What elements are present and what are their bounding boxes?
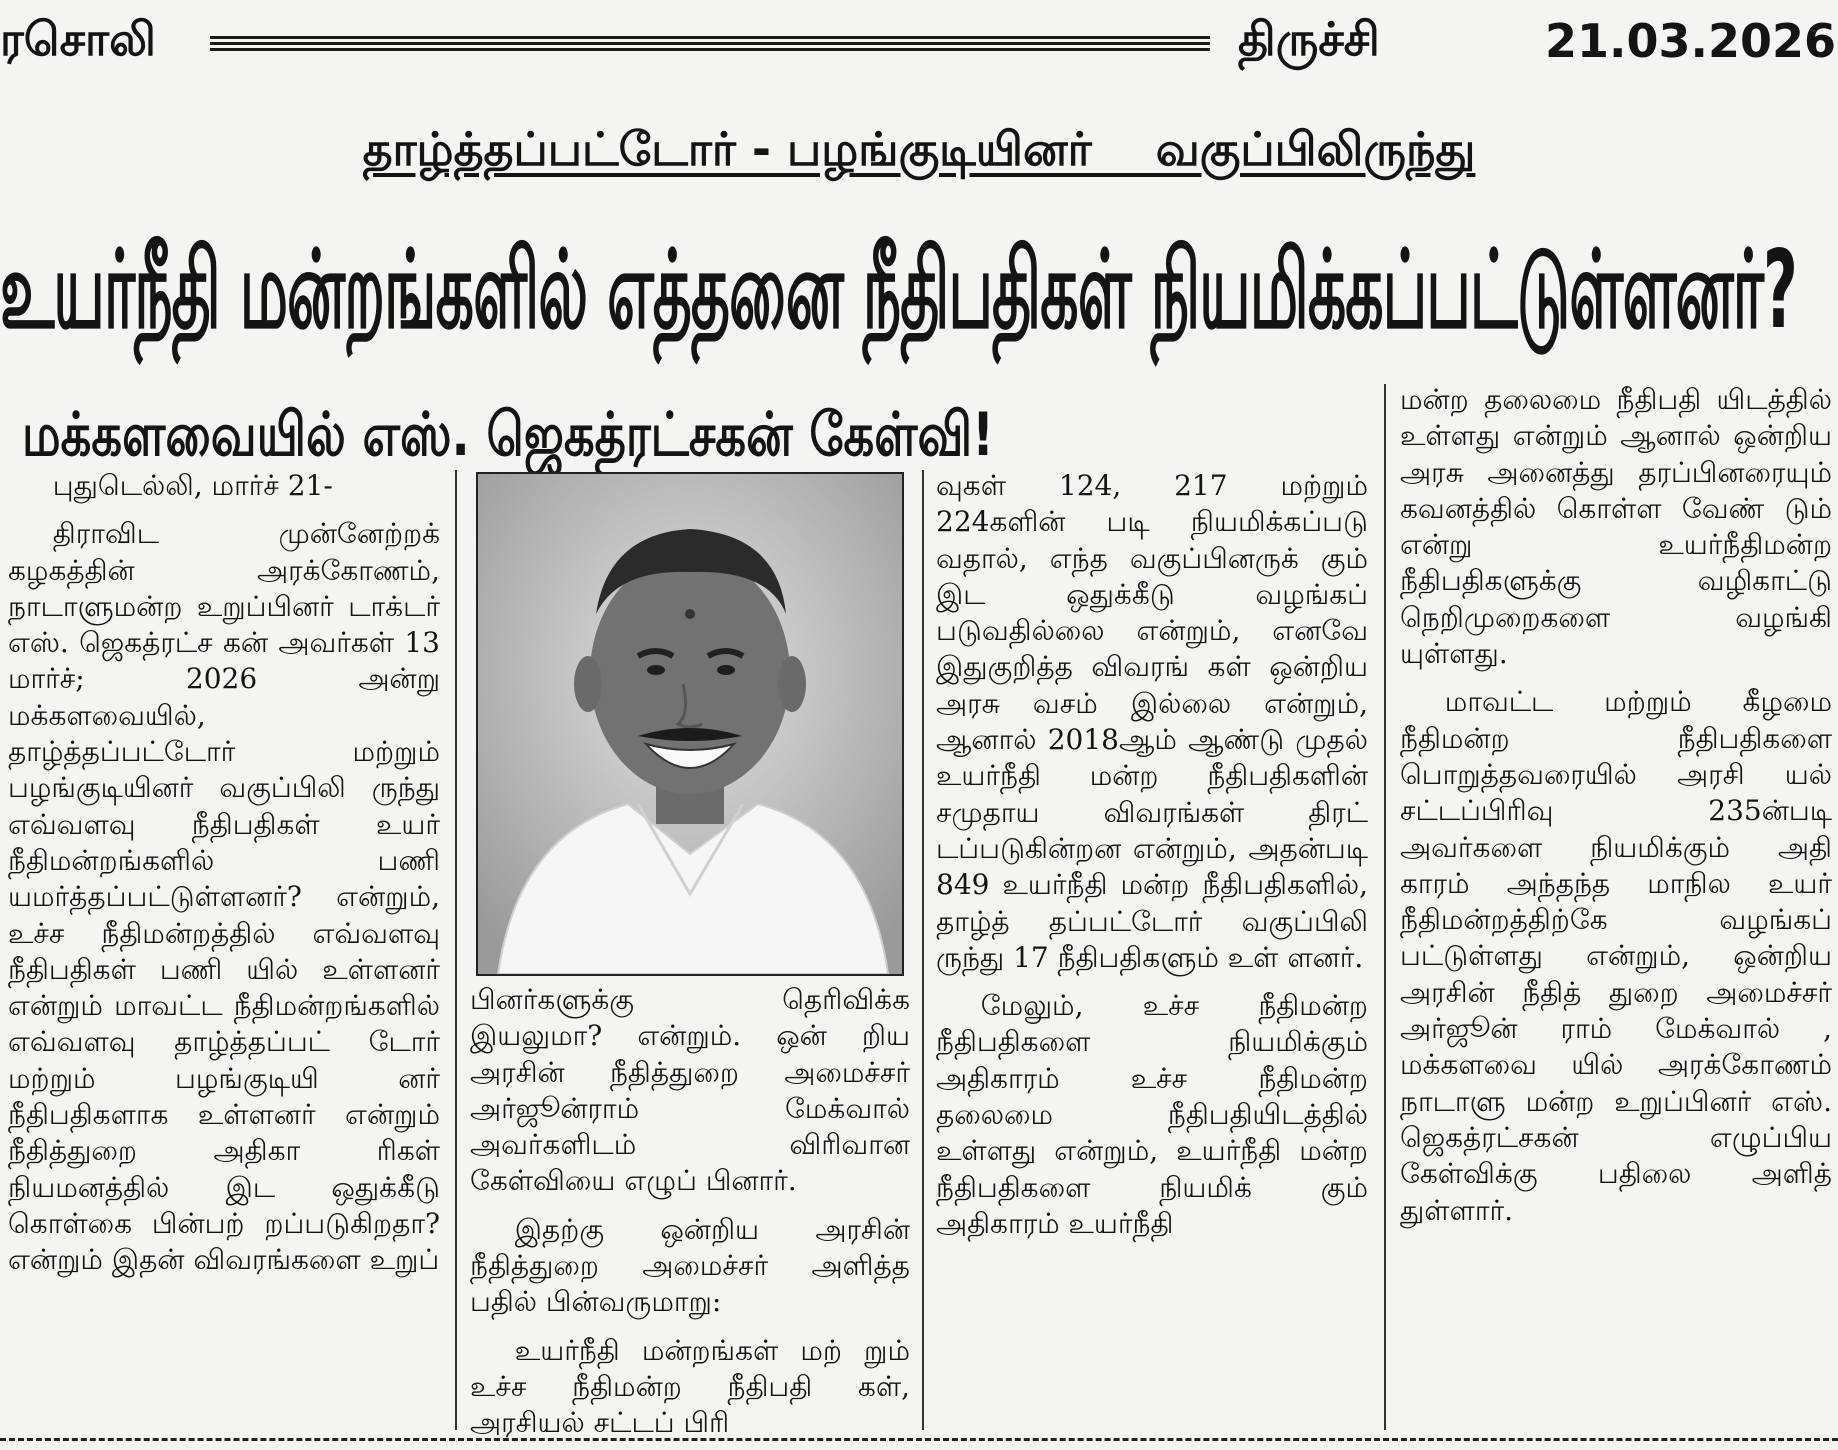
article-paragraph: மேலும், உச்ச நீதிமன்ற நீதிபதிகளை நியமிக்கும் அதிகாரம் உச்ச நீதிமன்ற தலைமை நீதிபதியிடத்தில் உள்ளது என்றும், உயர்நீதி மன்ற நீதிபதிகளை நியமிக் கும் அதிகாரம் உயர்நீதி [936,989,1368,1240]
column-divider [455,470,457,1430]
article-paragraph: மன்ற தலைமை நீதிபதி யிடத்தில் உள்ளது என்றும் ஆனால் ஒன்றிய அரசு அனைத்து தரப்பினரையும் கவனத்தில் கொள்ள வேண் டும் என்று உயர்நீதிமன்ற நீதிபதிகளுக்கு வழிகாட்டு நெறிமுறைகளை வழங்கி யுள்ளது. [1400,383,1832,671]
article-paragraph: திராவிட முன்னேற்றக் கழகத்தின் அரக்கோணம், நாடாளுமன்ற உறுப்பினர் டாக்டர் எஸ். ஜெகத்ரட்ச கன் அவர்கள் 13 மார்ச்; 2026 அன்று மக்களவையில், தாழ்த்தப்பட்டோர் மற்றும் பழங்குடியினர் வகுப்பிலி ருந்து எவ்வளவு நீதிபதிகள் உயர் நீதிமன்றங்களில் பணி யமர்த்தப்பட்டுள்ளனர்? என்றும், உச்ச நீதிமன்றத்தில் எவ்வளவு நீதிபதிகள் பணி யில் உள்ளனர் என்றும் மாவட்ட நீதிமன்றங்களில் எவ்வளவு தாழ்த்தப்பட் டோர் மற்றும் பழங்குடியி னர் நீதிபதிகளாக உள்ளனர் என்றும் நீதித்துறை அதிகா ரிகள் நியமனத்தில் இட ஒதுக்கீடு கொள்கை பின்பற் றப்படுகிறதா? என்றும் இதன் விவரங்களை உறுப் [8,517,440,1277]
headline-text: உயர்நீதி மன்றங்களில் எத்தனை நீதிபதிகள் நியமிக்கப்பட்டுள்ளனர்? [0,228,1797,354]
column-divider [1384,384,1386,1430]
edition-name: திருச்சி [1238,12,1380,66]
dateline: புதுடெல்லி, மார்ச் 21- [52,469,333,502]
kicker-text: தாழ்த்தப்பட்டோர் - பழங்குடியினர் வகுப்பிலிருந்து [362,122,1476,176]
newspaper-name: ரசொலி [0,12,156,66]
article-column-2 [470,982,910,1442]
article-kicker [0,122,1838,183]
portrait-image [478,474,902,974]
article-column-3 [936,468,1368,1242]
column-divider [922,470,924,1430]
article-paragraph: வுகள் 124, 217 மற்றும் 224களின் படி நியமிக்கப்படு வதால், எந்த வகுப்பினருக் கும் இட ஒதுக்கீடு வழங்கப் படுவதில்லை என்றும், எனவே இதுகுறித்த விவரங் கள் ஒன்றிய அரசு வசம் இல்லை என்றும், ஆனால் 2018ஆம் ஆண்டு முதல் உயர்நீதி மன்ற நீதிபதிகளின் சமுதாய விவரங்கள் திரட் டப்படுகின்றன என்றும், அதன்படி 849 உயர்நீதி மன்ற நீதிபதிகளில், தாழ்த் தப்பட்டோர் வகுப்பிலி ருந்து 17 நீதிபதிகளும் உள் ளனர். [936,469,1368,974]
article-column-4 [1400,382,1832,1229]
article-paragraph: இதற்கு ஒன்றிய அரசின் நீதித்துறை அமைச்சர் அளித்த பதில் பின்வருமாறு: [470,1212,910,1319]
article-headline [0,228,1838,378]
article-paragraph: மாவட்ட மற்றும் கீழமை நீதிமன்ற நீதிபதிகளை பொறுத்தவரையில் அரசி யல் சட்டப்பிரிவு 235ன்படி அவர்களை நியமிக்கும் அதி காரம் அந்தந்த மாநில உயர் நீதிமன்றத்திற்கே வழங்கப் பட்டுள்ளது என்றும், ஒன்றிய அரசின் நீதித் துறை அமைச்சர் அர்ஜூன் ராம் மேக்வால் , மக்களவை யில் அரக்கோணம் நாடாளு மன்ற உறுப்பினர் எஸ். ஜெகத்ரட்சகன் எழுப்பிய கேள்விக்கு பதிலை அளித் துள்ளார். [1400,685,1832,1227]
article-subheadline [22,400,1402,476]
issue-date: 21.03.2026 [1545,14,1837,68]
article-paragraph: பினர்களுக்கு தெரிவிக்க இயலுமா? என்றும். ஒன் றிய அரசின் நீதித்துறை அமைச்சர் அர்ஜூன்ராம் மேக்வால் அவர்களிடம் விரிவான கேள்வியை எழுப் பினார். [470,983,910,1198]
subheadline-text: மக்களவையில் எஸ். ஜெகத்ரட்சகன் கேள்வி! [22,400,994,470]
bottom-rule [0,1438,1838,1441]
article-paragraph: உயர்நீதி மன்றங்கள் மற் றும் உச்ச நீதிமன்ற நீதிபதி கள், அரசியல் சட்டப் பிரி [470,1333,910,1440]
masthead-rule [210,36,1210,52]
masthead [0,0,1838,84]
article-column-1 [8,468,440,1279]
portrait-photo [476,472,904,976]
